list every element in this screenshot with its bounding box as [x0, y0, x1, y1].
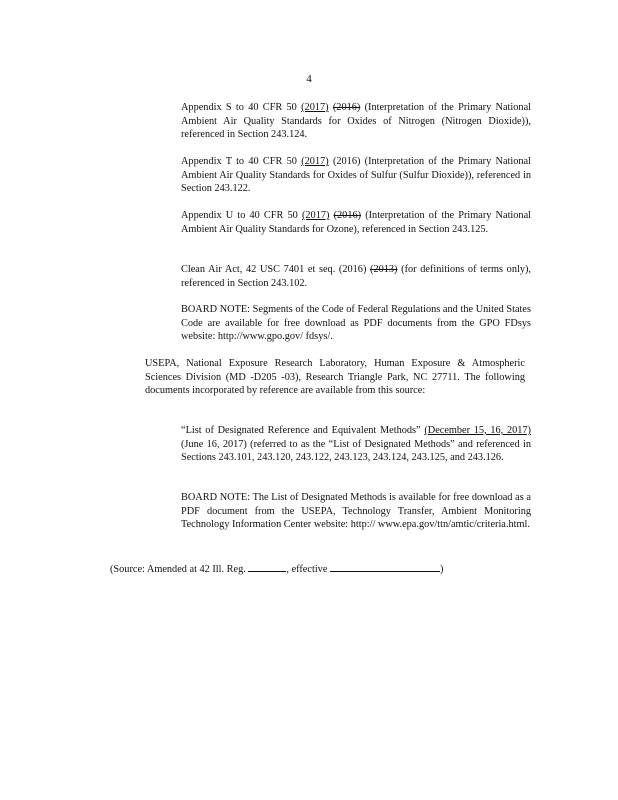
- register-page-blank: [248, 561, 286, 572]
- appendix-s-prefix: Appendix S to 40 CFR 50: [181, 102, 302, 113]
- appendix-t-text: (2016) (Interpretation of the Primary National Ambient Air Quality Standards for Oxides of Sulfur (Sulfur Dioxide)), referenced in Section 243.122.: [181, 156, 531, 195]
- source-open: (Source: Amended at 42 Ill. Reg.: [110, 564, 246, 575]
- board-note-amtic: BOARD NOTE: The List of Designated Methods is available for free download as a PDF document from the USEPA, Technology Transfer, Ambient Monitoring Technology Information Center website: http:// www.epa.gov/ttn/amtic/criteria.html.: [181, 492, 531, 531]
- usepa-source-paragraph: USEPA, National Exposure Research Laboratory, Human Exposure & Atmospheric Sciences Division (MD -D205 -03), Research Triangle Park, NC 27711. The following documents incorporated by reference are available from this source:: [145, 358, 525, 397]
- appendix-s-entry: [181, 101, 531, 142]
- clean-air-act-entry: [181, 263, 531, 290]
- appendix-t-entry: [181, 155, 531, 196]
- list-of-methods-entry: [181, 424, 531, 465]
- clean-air-text: (for definitions of terms only), referenced in Section 243.102.: [181, 264, 531, 289]
- appendix-s-text: (Interpretation of the Primary National Ambient Air Quality Standards for Oxides of Nitrogen (Nitrogen Dioxide)), referenced in Section 243.124.: [181, 102, 532, 141]
- list-methods-prefix: “List of Designated Reference and Equivalent Methods”: [181, 425, 425, 436]
- source-note: [110, 561, 530, 577]
- source-close: ): [439, 564, 444, 575]
- board-note-gpo: BOARD NOTE: Segments of the Code of Federal Regulations and the United States Code are available for free download as PDF documents from the GPO FDsys website: http://www.gpo.gov/ fdsys/.: [181, 304, 531, 343]
- clean-air-prefix: Clean Air Act, 42 USC 7401 et seq. (2016): [181, 264, 371, 275]
- page-number: 4: [306, 73, 312, 85]
- effective-date-blank: [330, 561, 440, 572]
- source-effective: , effective: [286, 564, 328, 575]
- list-methods-text: (June 16, 2017) (referred to as the “List of Designated Methods” and referenced in Sections 243.101, 243.120, 243.122, 243.123, 243.124, 243.125, and 243.126.: [181, 438, 531, 464]
- appendix-t-prefix: Appendix T to 40 CFR 50: [181, 156, 302, 167]
- inserted-year: (2017): [301, 210, 330, 221]
- inserted-year: (2017): [301, 156, 329, 167]
- inserted-year: (2017): [301, 102, 329, 113]
- appendix-u-entry: [181, 209, 531, 236]
- appendix-u-prefix: Appendix U to 40 CFR 50: [181, 210, 302, 221]
- deleted-year: (2016): [332, 102, 361, 113]
- appendix-u-text: (Interpretation of the Primary National Ambient Air Quality Standards for Ozone), referenced in Section 243.125.: [181, 210, 532, 235]
- inserted-date: (December 15, 16, 2017): [424, 425, 531, 436]
- deleted-year: (2016): [333, 210, 362, 221]
- deleted-year: (2013): [370, 264, 398, 275]
